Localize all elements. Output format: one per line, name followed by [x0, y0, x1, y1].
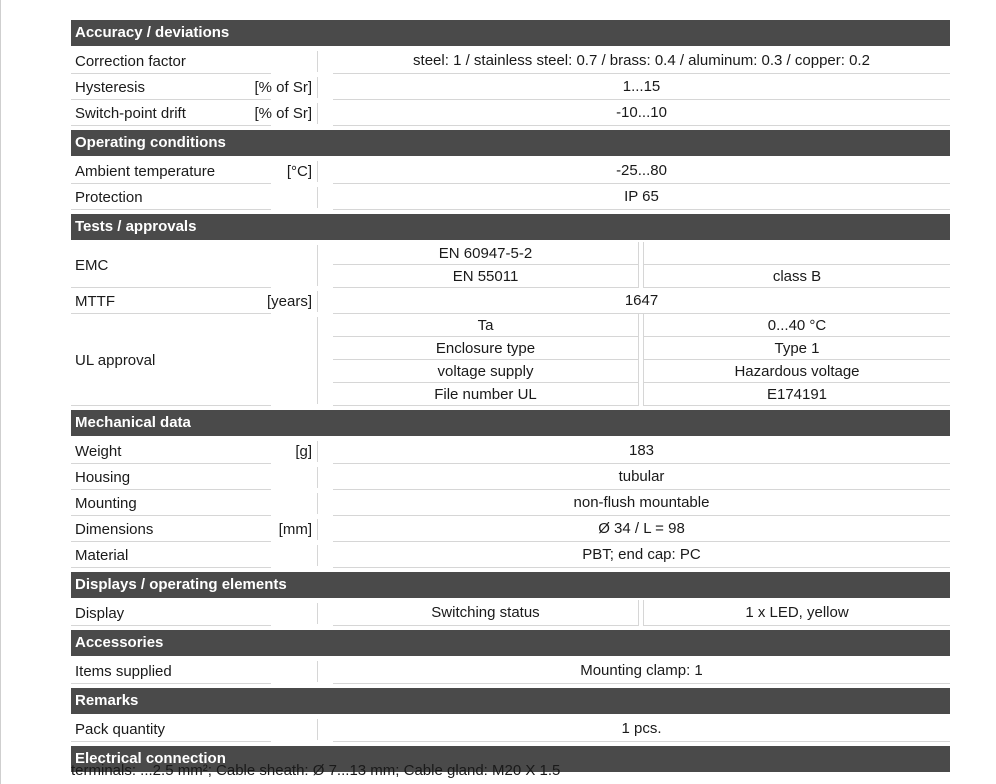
row-label: MTTF: [75, 292, 115, 310]
row-label: UL approval: [75, 351, 156, 369]
section-header-accuracy-deviations: Accuracy / deviations: [71, 20, 950, 46]
value-cell: Ta: [333, 314, 639, 337]
value-cell: 1 pcs.: [333, 716, 950, 742]
value-cell: Ø 34 / L = 98: [333, 516, 950, 542]
row-label-cell: [71, 716, 316, 742]
value-cell: 1 x LED, yellow: [643, 600, 950, 626]
spec-row-protection: [71, 184, 950, 210]
value-cell: steel: 1 / stainless steel: 0.7 / brass: 0.4 / aluminum: 0.3 / copper: 0.2: [333, 48, 950, 74]
row-label: Items supplied: [75, 662, 172, 680]
row-label-cell: [71, 438, 316, 464]
spec-row-material: [71, 542, 950, 568]
value-cell: -25...80: [333, 158, 950, 184]
value-cell: Enclosure type: [333, 337, 639, 360]
row-label: Switch-point drift: [75, 104, 186, 122]
value-cell: E174191: [643, 383, 950, 406]
row-label-cell: [71, 100, 316, 126]
value-cell: EN 55011: [333, 265, 639, 288]
value-cell: Switching status: [333, 600, 639, 626]
section-header-electrical-connection: Electrical connection: [71, 746, 950, 772]
row-label-cell: [71, 288, 316, 314]
row-unit: [°C]: [286, 162, 312, 180]
value-cell: [643, 242, 950, 265]
row-label-cell: [71, 184, 316, 210]
section-header-displays-operating-elements: Displays / operating elements: [71, 572, 950, 598]
page-left-border: [0, 0, 1, 784]
spec-row-hysteresis: [71, 74, 950, 100]
row-label: Ambient temperature: [75, 162, 216, 180]
value-cell: tubular: [333, 464, 950, 490]
spec-row-correction-factor: [71, 48, 950, 74]
value-cell: EN 60947-5-2: [333, 242, 639, 265]
value-cell: 1...15: [333, 74, 950, 100]
row-label: Hysteresis: [75, 78, 146, 96]
spec-sheet: [71, 20, 950, 774]
row-unit: [g]: [295, 442, 312, 460]
spec-row-display: [71, 600, 950, 626]
row-label: Material: [75, 546, 129, 564]
row-label: Protection: [75, 188, 143, 206]
value-cell: 183: [333, 438, 950, 464]
electrical-connection-text: terminals: ...2.5 mm²; Cable sheath: Ø 7...13 mm; Cable gland: M20 X 1.5: [71, 762, 561, 779]
row-label-cell: [71, 542, 316, 568]
spec-row-mttf: [71, 288, 950, 314]
row-label: Pack quantity: [75, 720, 166, 738]
row-label: Mounting: [75, 494, 137, 512]
spec-row-ambient-temperature: [71, 158, 950, 184]
value-cell: 0...40 °C: [643, 314, 950, 337]
row-label-cell: [71, 490, 316, 516]
spec-row-dimensions: [71, 516, 950, 542]
spec-row-switch-point-drift: [71, 100, 950, 126]
spec-row-mounting: [71, 490, 950, 516]
spec-row-ul-approval: [71, 314, 950, 406]
spec-row-pack-quantity: [71, 716, 950, 742]
row-label-cell: [71, 48, 316, 74]
row-label-cell: [71, 74, 316, 100]
value-cell: -10...10: [333, 100, 950, 126]
spec-row-emc: [71, 242, 950, 288]
row-label: Weight: [75, 442, 122, 460]
value-cell: File number UL: [333, 383, 639, 406]
value-cell: 1647: [333, 288, 950, 314]
spec-row-weight: [71, 438, 950, 464]
row-unit: [mm]: [278, 520, 312, 538]
value-cell: PBT; end cap: PC: [333, 542, 950, 568]
spec-row-housing: [71, 464, 950, 490]
row-label-cell: [71, 464, 316, 490]
row-label: EMC: [75, 256, 109, 274]
section-header-accessories: Accessories: [71, 630, 950, 656]
section-header-remarks: Remarks: [71, 688, 950, 714]
row-label-cell: [71, 600, 316, 626]
row-unit: [years]: [266, 292, 312, 310]
row-label: Dimensions: [75, 520, 154, 538]
value-cell: Mounting clamp: 1: [333, 658, 950, 684]
row-label-cell: [71, 242, 316, 288]
value-cell: Hazardous voltage: [643, 360, 950, 383]
row-label-cell: [71, 314, 316, 406]
row-label: Correction factor: [75, 52, 186, 70]
value-cell: Type 1: [643, 337, 950, 360]
row-label-cell: [71, 158, 316, 184]
row-unit: [% of Sr]: [254, 104, 312, 122]
section-header-tests-approvals: Tests / approvals: [71, 214, 950, 240]
row-label: Display: [75, 604, 125, 622]
spec-row-items-supplied: [71, 658, 950, 684]
value-cell: non-flush mountable: [333, 490, 950, 516]
section-header-mechanical-data: Mechanical data: [71, 410, 950, 436]
value-cell: voltage supply: [333, 360, 639, 383]
row-unit: [% of Sr]: [254, 78, 312, 96]
row-label: Housing: [75, 468, 131, 486]
value-cell: class B: [643, 265, 950, 288]
section-header-operating-conditions: Operating conditions: [71, 130, 950, 156]
row-label-cell: [71, 658, 316, 684]
value-cell: IP 65: [333, 184, 950, 210]
row-label-cell: [71, 516, 316, 542]
